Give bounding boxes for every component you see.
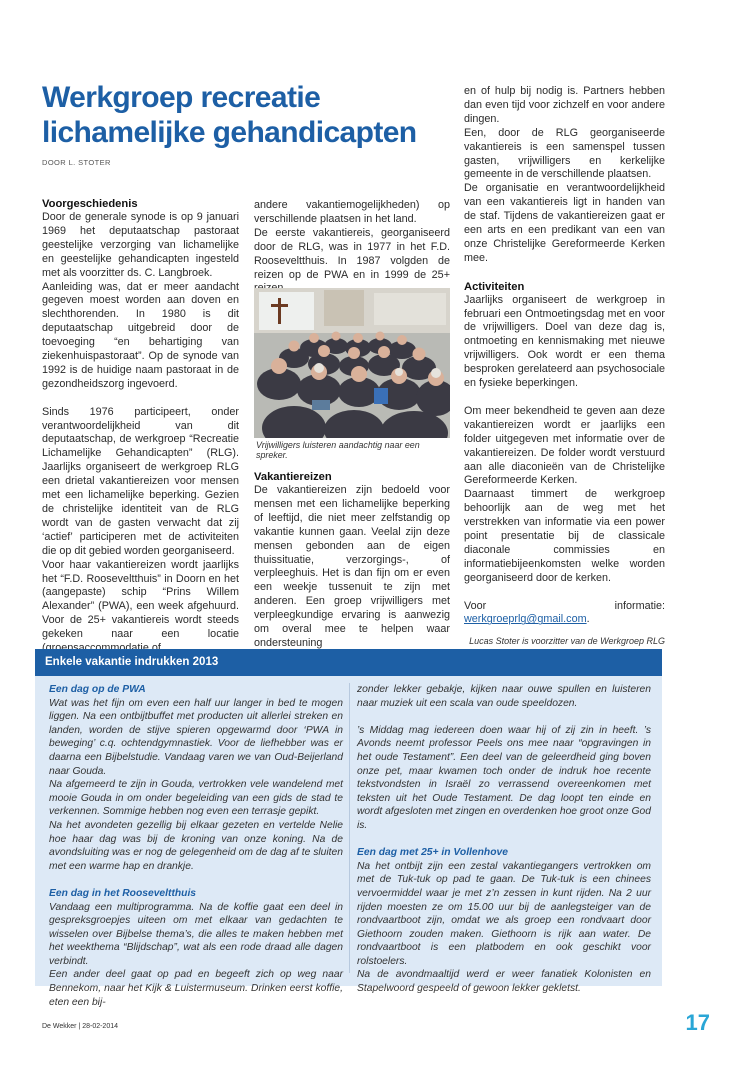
paragraph: De organisatie en verantwoordelijkheid van een vakantiereis ligt in handen van de staf. Tijdens de vakantiereizen gaat er een arts en een predikant van een van onze Christelijke Gereformeerde Kerken mee. <box>464 182 665 264</box>
paragraph: Sinds 1976 participeert, onder verantwoordelijkheid van dit deputaatschap, de werkgroep “Recreatie Lichamelijke Gehandicapten” (RLG). Jaarlijks organiseert de werkgroep RLG een drietal vakantiereizen voor mensen met een lichamelijke beperking. Gezien de christelijke identiteit van de RLG wordt van de gasten verwacht dat zij ‘actief’ participeren met de activiteiten die op dit gebied worden georganiseerd. <box>42 405 239 557</box>
paragraph: Voor haar vakantiereizen wordt jaarlijks het “F.D. Rooseveltthuis” in Doorn en het (aangepaste) schip “Prins Willem Alexander” (PWA), een week afgehuurd. Voor de 25+ vakantiereis wordt steeds gekeken naar een locatie <box>42 558 239 641</box>
paragraph: en of hulp bij nodig is. Partners hebben dan even tijd voor zichzelf en voor andere dingen. <box>464 85 665 125</box>
column-3 <box>464 85 665 649</box>
paragraph: Een, door de RLG georganiseerde vakantiereis is een samenspel tussen gasten, vrijwilligers en kerkelijke gemeente in de verschillende plaatsen. <box>464 126 665 181</box>
column-divider <box>349 683 350 973</box>
audience-photo-illustration <box>254 288 450 438</box>
impression-heading: Een dag met 25+ in Vollenhove <box>357 847 508 859</box>
impression-paragraph: Een ander deel gaat op pad en begeeft zich op weg naar Bennekom, naar het Kijk & Luistermuseum. Drinken eerst koffie, eten een bij- <box>49 969 343 1008</box>
contact-label: Voor informatie: <box>464 599 665 612</box>
impression-heading: Een dag in het Rooseveltthuis <box>49 887 197 899</box>
paragraph: andere vakantiemogelijkheden) op verschillende plaatsen in het land. <box>254 199 450 225</box>
paragraph: Door de generale synode is op 9 januari 1969 het deputaatschap pastoraat geestelijke verzorging van lichamelijke en geestelijke gehandicapten ingesteld met als voorzitter ds. C. Langbroek. <box>42 211 239 279</box>
contact-end: . <box>586 613 590 626</box>
section-heading-activiteiten: Activiteiten <box>464 280 525 293</box>
impression-paragraph: ’s Middag mag iedereen doen waar hij of zij zin in heeft. ’s Avonds neemt professor Peels ons mee naar “opgravingen in het oude Testament”. Een deel van de geleerdheid ging boven onze pet, maar kwamen toch onder de indruk hoe recente tekstvondsten in Israël zo verrassend overeenkomen met teksten uit het Oude Testament. De dag loopt ten einde en wordt afgesloten met zingen en overdenken hoe groot onze God is. <box>357 724 651 831</box>
impression-paragraph: Na het ontbijt zijn een zestal vakantiegangers vertrokken om met de Tuk-tuk op pad te gaan. De Tuk-tuk is een chinees vervoermiddel waar je met z’n zessen in kunt rijden. Na 2 uur rijden moesten ze om 15.00 uur bij de aanlegsteiger van de rondvaartboot zijn, omdat we als groep een rondvaart door Giethoorn zouden maken. Giethoorn is rijk aan water. De rondvaartboot is een platbodem en ook geschikt voor rolstoelers. <box>357 860 651 967</box>
author-note: Lucas Stoter is voorzitter van de Werkgroep RLG <box>469 636 665 647</box>
impressions-box-header: Enkele vakantie indrukken 2013 <box>35 649 662 676</box>
audience-photo <box>254 288 450 438</box>
paragraph: Jaarlijks organiseert de werkgroep in februari een Ontmoetingsdag met en voor de vrijwilligers. Doel van deze dag is, ontmoeting en kennismaking met nieuwe vrijwilligers. Ook wordt er een thema besproken gerelateerd aan psychosociale en fysieke beperkingen. <box>464 293 665 390</box>
impression-paragraph: Na het avondeten gezellig bij elkaar gezeten en vertelde Nelie hoe haar dag was bij de kroning van onze koning. Na de avondsluiting was er nog de gelegenheid om de dag af te sluiten met een warme hap en drankje. <box>49 819 343 872</box>
impressions-left-column <box>49 683 343 1009</box>
section-heading-vakantiereizen: Vakantiereizen <box>254 471 332 483</box>
byline: DOOR L. STOTER <box>42 158 111 167</box>
impression-paragraph: Vandaag een multiprogramma. Na de koffie gaat een deel in gespreksgroepjes uiteen om met elkaar van gedachten te wisselen over Bijbelse thema’s, die alles te maken hebben met het weekthema “Blijdschap”, wat als een rode draad alle dagen verbindt. <box>49 901 343 967</box>
paragraph: Aanleiding was, dat er meer aandacht gegeven moest worden aan doven en slechthorenden. In 1980 is dit deputaatschap uitgebreid door de toevoeging “en behartiging van ziekenhuispastoraat”. Op de synode van 1992 is de huidige naam pastoraat in de gezondheidszorg ingevoerd. <box>42 280 239 390</box>
contact-line <box>464 600 665 628</box>
impressions-right-column <box>357 683 651 996</box>
paragraph: Om meer bekendheid te geven aan deze vakantiereizen wordt er jaarlijks een folder uitgegeven met informatie over de vakantiereizen. De folder wordt verstuurd aan alle diaconieën van de Christelijke Gereformeerde Kerken. <box>464 404 665 487</box>
section-heading-voorgeschiedenis: Voorgeschiedenis <box>42 198 138 210</box>
impression-paragraph: Wat was het fijn om even een half uur langer in bed te mogen liggen. Na een ontbijtbuffet met producten uit allerlei streken en landen, worden de stijve spieren opgewarmd door ‘PWA in beweging’ c.q. ochtendgymnastiek. Voor de liefhebber was er daarna een Bijbelstudie. Vandaag varen we van Oud-Beijerland naar Gouda. <box>49 697 343 777</box>
impression-heading: Een dag op de PWA <box>49 684 146 695</box>
article-title: Werkgroep recreatie lichamelijke gehandicapten <box>42 81 417 149</box>
impressions-box <box>35 649 662 1008</box>
paragraph: De eerste vakantiereis, georganiseerd door de RLG, was in 1977 in het F.D. Rooseveltthuis. In 1987 volgden de reizen op de PWA en in 1999 de 25+ <box>254 226 450 281</box>
paragraph: Daarnaast timmert de werkgroep behoorlijk aan de weg met het verstrekken van informatie via een power point presentatie bij de classicale diaconale commissies en informatiebijeenkomsten welke worden georganiseerd door de kerken. <box>464 488 665 584</box>
column-1 <box>42 197 239 656</box>
impression-paragraph: zonder lekker gebakje, kijken naar ouwe spullen en luisteren naar muziek uit een scala van oude speeldozen. <box>357 684 651 709</box>
paragraph: De vakantiereizen zijn bedoeld voor mensen met een lichamelijke beperking of leeftijd, die niet meer zelfstandig op vakantie kunnen gaan. Veelal zijn deze mensen gebonden aan de eigen thuissituatie, verzorgings-, of verpleeghuis. Het is dan fijn om er even een weekje tussenuit te zijn met anderen. Een groep vrijwilligers met verpleegkundige ervaring is aanwezig om overal mee te helpen waar ondersteuning <box>254 484 450 649</box>
page-number: 17 <box>685 1010 710 1035</box>
impression-paragraph: Na de avondmaaltijd werd er weer fanatiek Kolonisten en Stapelwoord gespeeld of gewoon lekker gekletst. <box>357 969 651 995</box>
email-link[interactable]: werkgroeprlg@gmail.com <box>464 613 587 626</box>
column-2-top <box>254 199 450 296</box>
column-2-bottom <box>254 470 450 651</box>
photo-caption: Vrijwilligers luisteren aandachtig naar een spreker. <box>256 440 420 460</box>
page-footer: De Wekker | 28-02-2014 <box>42 1023 119 1030</box>
impression-paragraph: Na afgemeerd te zijn in Gouda, vertrokken vele wandelend met mooie Gouda in om onder begeleiding van een gids de stad te verkennen. Sommige hebben nog even een terrasje gepikt. <box>49 779 343 818</box>
